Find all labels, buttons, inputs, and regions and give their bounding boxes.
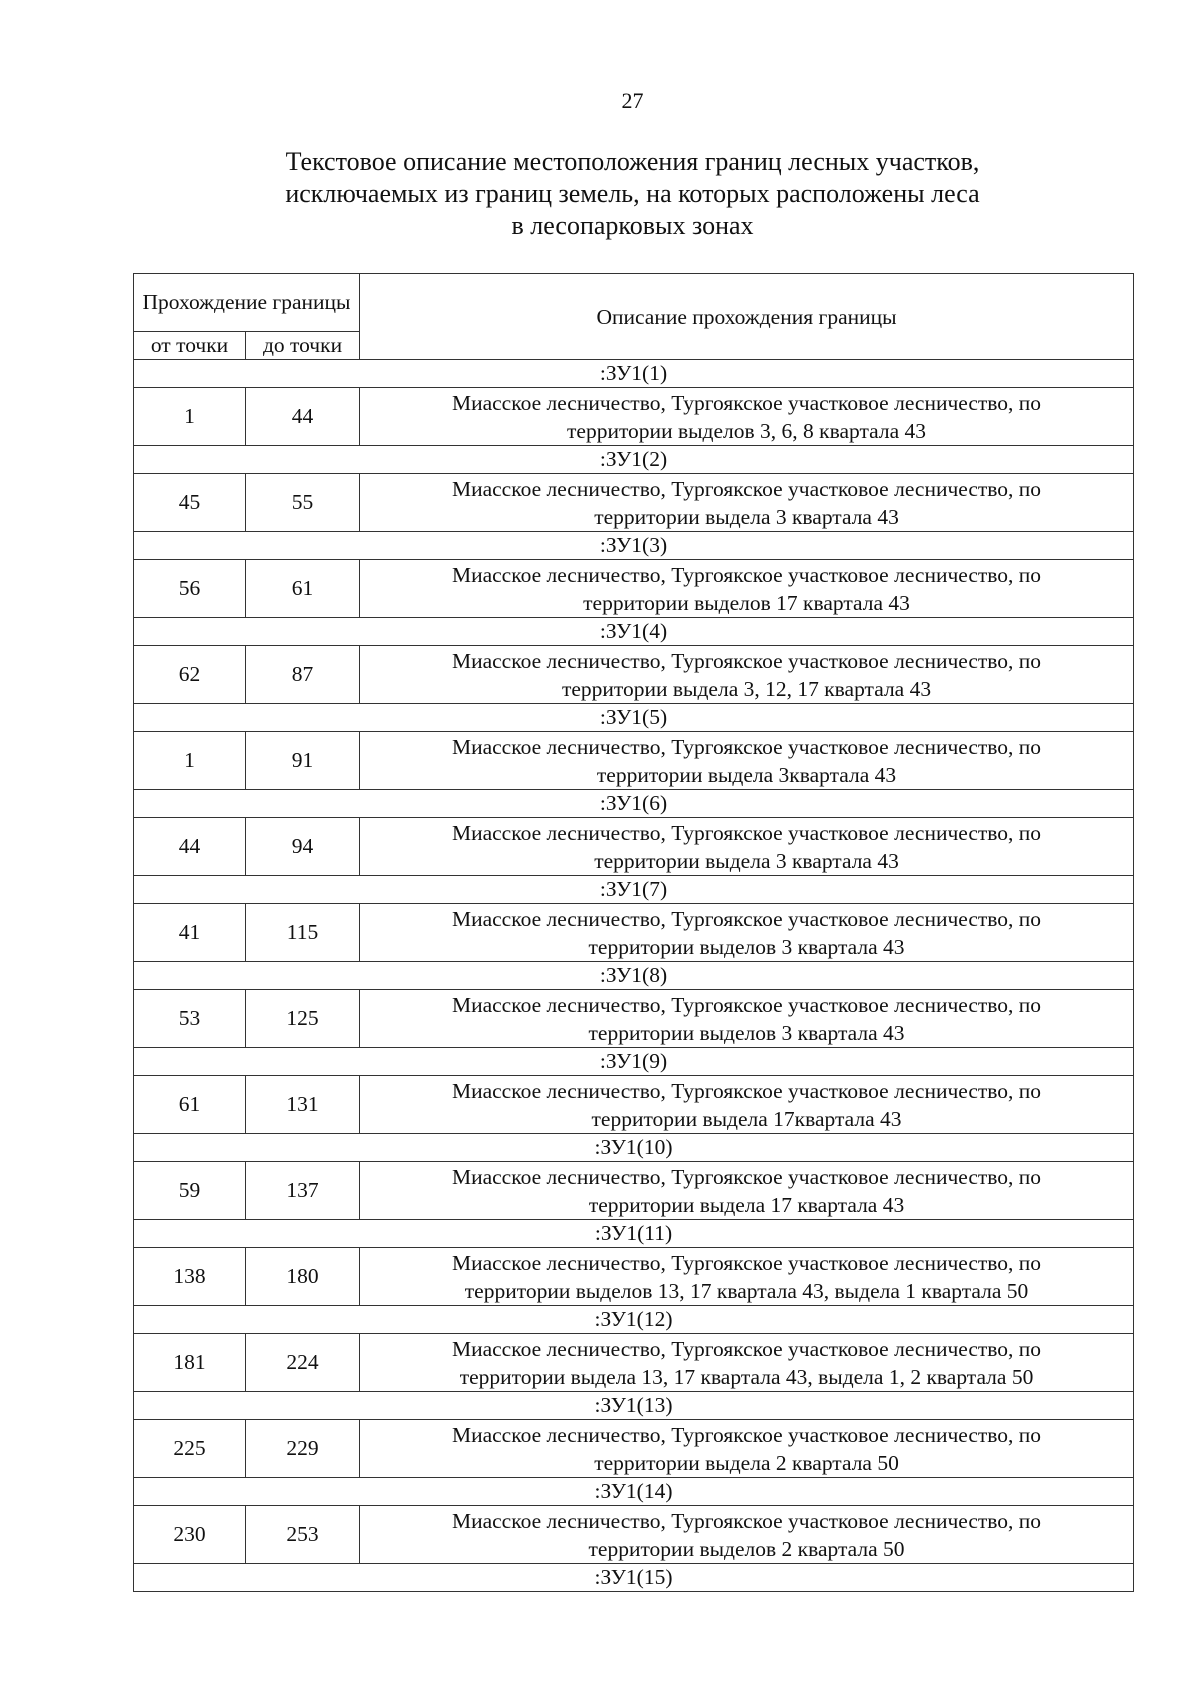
- from-point-cell: 1: [134, 388, 246, 446]
- description-line-2: территории выдела 2 квартала 50: [594, 1450, 899, 1475]
- description-line-2: территории выделов 13, 17 квартала 43, выдела 1 квартала 50: [464, 1278, 1029, 1303]
- section-row: [134, 790, 1134, 818]
- description-cell: [360, 818, 1134, 876]
- to-point-cell: 55: [246, 474, 360, 532]
- description-line-1: Миасское лесничество, Тургоякское участковое лесничество, по: [451, 1164, 1042, 1189]
- description-cell: [360, 1420, 1134, 1478]
- from-point-cell: 138: [134, 1248, 246, 1306]
- to-point-cell: 94: [246, 818, 360, 876]
- description-line-1: Миасское лесничество, Тургоякское участковое лесничество, по: [451, 992, 1042, 1017]
- document-title: [0, 146, 1200, 242]
- from-point-cell: 41: [134, 904, 246, 962]
- description-cell: [360, 560, 1134, 618]
- table-row: [134, 646, 1134, 704]
- description-cell: [360, 646, 1134, 704]
- description-line-1: Миасское лесничество, Тургоякское участковое лесничество, по: [451, 820, 1042, 845]
- table-row: [134, 1334, 1134, 1392]
- from-point-cell: 56: [134, 560, 246, 618]
- table-row: [134, 388, 1134, 446]
- to-point-cell: 253: [246, 1506, 360, 1564]
- description-cell: [360, 474, 1134, 532]
- to-point-cell: 87: [246, 646, 360, 704]
- description-cell: [360, 990, 1134, 1048]
- section-label: :ЗУ1(15): [134, 1564, 1134, 1592]
- title-line-2: исключаемых из границ земель, на которых расположены леса: [285, 179, 980, 208]
- description-line-2: территории выделов 3, 6, 8 квартала 43: [567, 418, 927, 443]
- table-row: [134, 560, 1134, 618]
- description-line-1: Миасское лесничество, Тургоякское участковое лесничество, по: [451, 648, 1042, 673]
- from-point-cell: 45: [134, 474, 246, 532]
- section-row: [134, 1048, 1134, 1076]
- section-label: :ЗУ1(7): [134, 876, 1134, 904]
- description-line-1: Миасское лесничество, Тургоякское участковое лесничество, по: [451, 562, 1042, 587]
- section-label: :ЗУ1(10): [134, 1134, 1134, 1162]
- section-row: [134, 1564, 1134, 1592]
- section-row: [134, 1392, 1134, 1420]
- section-row: [134, 876, 1134, 904]
- description-cell: [360, 1248, 1134, 1306]
- description-line-1: Миасское лесничество, Тургоякское участковое лесничество, по: [451, 1508, 1042, 1533]
- description-cell: [360, 388, 1134, 446]
- to-point-cell: 137: [246, 1162, 360, 1220]
- description-line-1: Миасское лесничество, Тургоякское участковое лесничество, по: [451, 734, 1042, 759]
- to-point-cell: 180: [246, 1248, 360, 1306]
- description-cell: [360, 1334, 1134, 1392]
- description-line-2: территории выдела 13, 17 квартала 43, выдела 1, 2 квартала 50: [459, 1364, 1034, 1389]
- to-point-cell: 131: [246, 1076, 360, 1134]
- page-number: 27: [621, 88, 644, 113]
- section-label: :ЗУ1(14): [134, 1478, 1134, 1506]
- from-point-cell: 53: [134, 990, 246, 1048]
- section-label: :ЗУ1(11): [134, 1220, 1134, 1248]
- from-point-cell: 44: [134, 818, 246, 876]
- section-label: :ЗУ1(8): [134, 962, 1134, 990]
- table-row: [134, 732, 1134, 790]
- description-cell: [360, 1162, 1134, 1220]
- description-line-2: территории выделов 17 квартала 43: [583, 590, 910, 615]
- table-row: [134, 1506, 1134, 1564]
- section-row: [134, 1478, 1134, 1506]
- section-row: [134, 1134, 1134, 1162]
- header-from-point: от точки: [134, 332, 246, 360]
- description-line-2: территории выдела 3квартала 43: [596, 762, 897, 787]
- table-row: [134, 904, 1134, 962]
- description-line-2: территории выделов 2 квартала 50: [588, 1536, 905, 1561]
- from-point-cell: 62: [134, 646, 246, 704]
- table-header: [134, 274, 1134, 360]
- table-row: [134, 474, 1134, 532]
- header-description: Описание прохождения границы: [360, 274, 1134, 360]
- section-label: :ЗУ1(3): [134, 532, 1134, 560]
- table-row: [134, 990, 1134, 1048]
- section-label: :ЗУ1(9): [134, 1048, 1134, 1076]
- section-row: [134, 360, 1134, 388]
- section-label: :ЗУ1(6): [134, 790, 1134, 818]
- description-line-1: Миасское лесничество, Тургоякское участковое лесничество, по: [451, 906, 1042, 931]
- description-line-2: территории выдела 3 квартала 43: [594, 848, 899, 873]
- to-point-cell: 115: [246, 904, 360, 962]
- description-line-2: территории выдела 3, 12, 17 квартала 43: [561, 676, 932, 701]
- to-point-cell: 91: [246, 732, 360, 790]
- description-line-2: территории выделов 3 квартала 43: [588, 1020, 905, 1045]
- boundary-table: [133, 273, 1134, 1592]
- description-line-2: территории выделов 3 квартала 43: [588, 934, 905, 959]
- description-cell: [360, 732, 1134, 790]
- from-point-cell: 61: [134, 1076, 246, 1134]
- description-line-1: Миасское лесничество, Тургоякское участковое лесничество, по: [451, 390, 1042, 415]
- to-point-cell: 44: [246, 388, 360, 446]
- table-row: [134, 818, 1134, 876]
- section-row: [134, 618, 1134, 646]
- description-line-1: Миасское лесничество, Тургоякское участковое лесничество, по: [451, 1250, 1042, 1275]
- to-point-cell: 229: [246, 1420, 360, 1478]
- description-line-1: Миасское лесничество, Тургоякское участковое лесничество, по: [451, 476, 1042, 501]
- section-row: [134, 1220, 1134, 1248]
- from-point-cell: 1: [134, 732, 246, 790]
- table-row: [134, 1162, 1134, 1220]
- section-row: [134, 446, 1134, 474]
- to-point-cell: 61: [246, 560, 360, 618]
- description-line-2: территории выдела 17квартала 43: [591, 1106, 902, 1131]
- title-line-1: Текстовое описание местоположения границ лесных участков,: [285, 147, 980, 176]
- header-passage: Прохождение границы: [134, 274, 360, 332]
- section-label: :ЗУ1(13): [134, 1392, 1134, 1420]
- section-row: [134, 1306, 1134, 1334]
- section-label: :ЗУ1(1): [134, 360, 1134, 388]
- section-label: :ЗУ1(12): [134, 1306, 1134, 1334]
- table-row: [134, 1076, 1134, 1134]
- table-row: [134, 1248, 1134, 1306]
- table-row: [134, 1420, 1134, 1478]
- header-to-point: до точки: [246, 332, 360, 360]
- section-label: :ЗУ1(4): [134, 618, 1134, 646]
- section-label: :ЗУ1(2): [134, 446, 1134, 474]
- description-cell: [360, 904, 1134, 962]
- description-line-1: Миасское лесничество, Тургоякское участковое лесничество, по: [451, 1078, 1042, 1103]
- description-line-2: территории выдела 17 квартала 43: [588, 1192, 905, 1217]
- from-point-cell: 225: [134, 1420, 246, 1478]
- description-cell: [360, 1076, 1134, 1134]
- description-line-1: Миасское лесничество, Тургоякское участковое лесничество, по: [451, 1336, 1042, 1361]
- table-body: [134, 360, 1134, 1592]
- title-line-3: в лесопарковых зонах: [511, 211, 754, 240]
- description-cell: [360, 1506, 1134, 1564]
- from-point-cell: 230: [134, 1506, 246, 1564]
- from-point-cell: 181: [134, 1334, 246, 1392]
- description-line-2: территории выдела 3 квартала 43: [594, 504, 899, 529]
- section-label: :ЗУ1(5): [134, 704, 1134, 732]
- from-point-cell: 59: [134, 1162, 246, 1220]
- to-point-cell: 125: [246, 990, 360, 1048]
- section-row: [134, 962, 1134, 990]
- section-row: [134, 532, 1134, 560]
- section-row: [134, 704, 1134, 732]
- boundary-table-container: [133, 273, 1133, 1592]
- description-line-1: Миасское лесничество, Тургоякское участковое лесничество, по: [451, 1422, 1042, 1447]
- to-point-cell: 224: [246, 1334, 360, 1392]
